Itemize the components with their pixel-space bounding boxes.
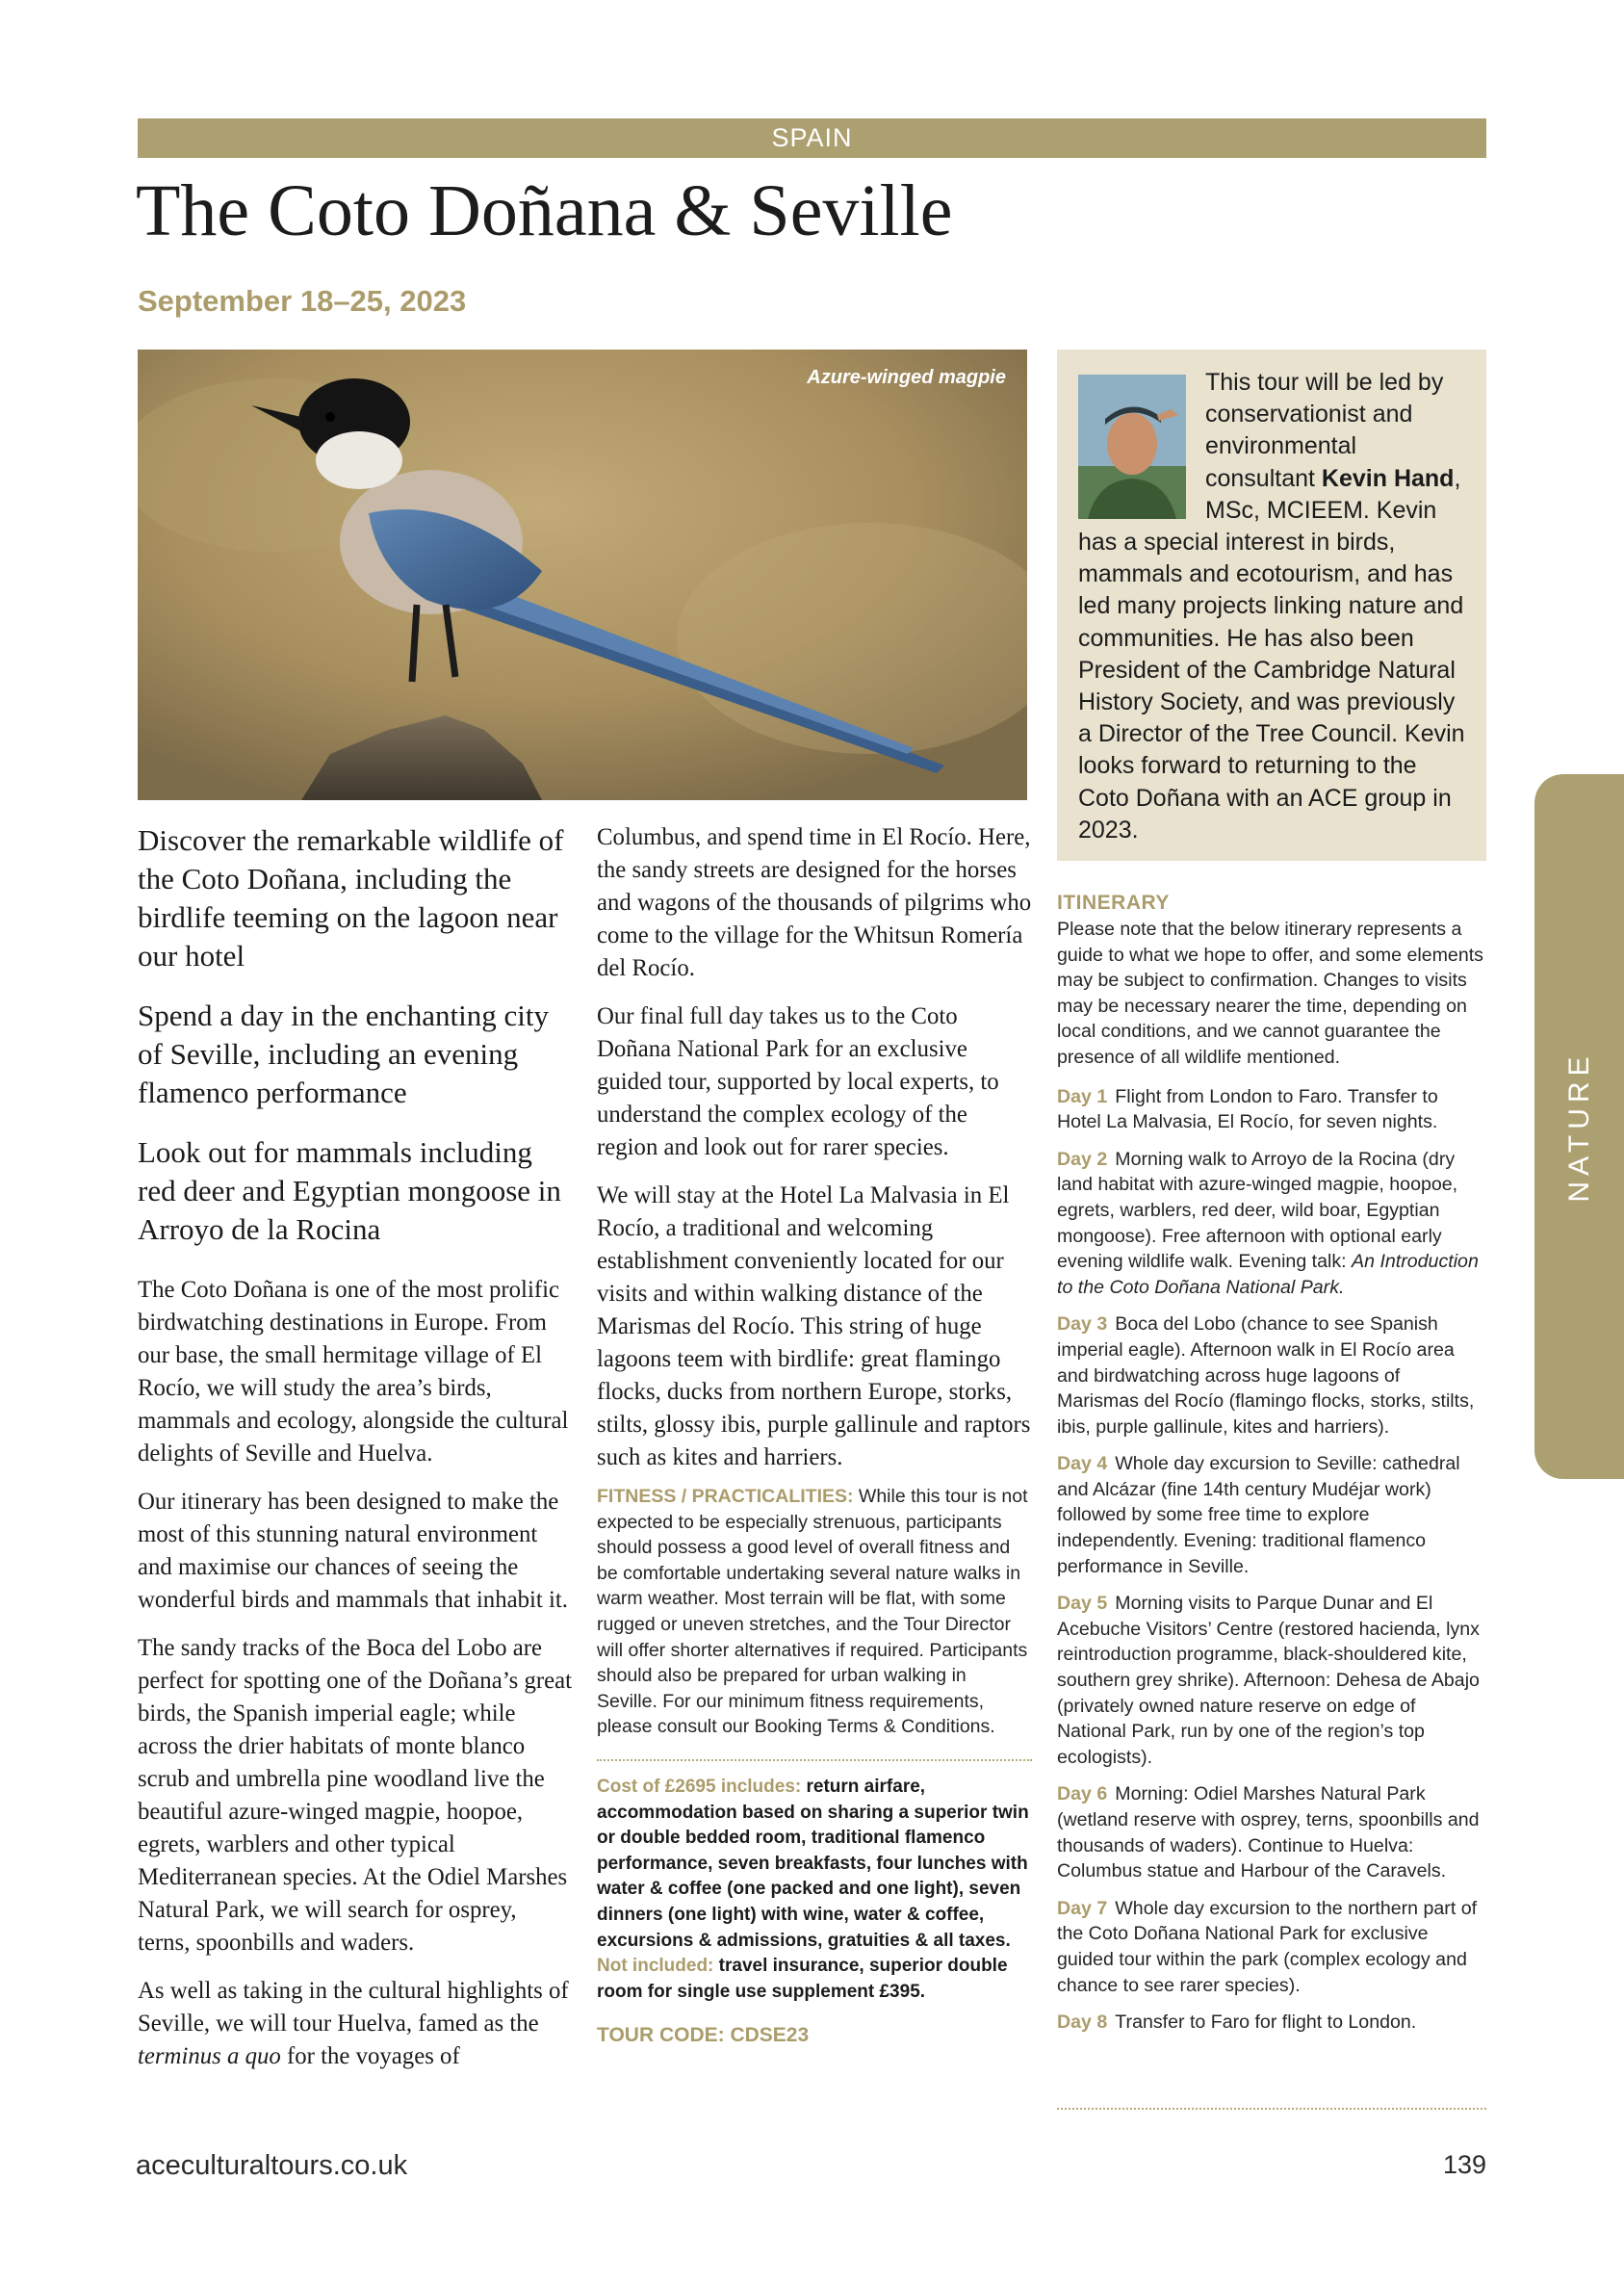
- body-column: [597, 821, 1032, 2047]
- day-text: Morning visits to Parque Dunar and El Acebuche Visitors’ Centre (restored hacienda, lynx reintroduction programme, black-shouldered kite, southern grey shrike). Afternoon: Dehesa de Abajo (privately owned nature reserve on edge of National Park, run by one of the region’s top ecologists).: [1057, 1593, 1480, 1768]
- day-text: Morning: Odiel Marshes Natural Park (wetland reserve with osprey, terns, spoonbills and thousands of waders). Continue to Huelva: Columbus statue and Harbour of the Caravels.: [1057, 1783, 1480, 1882]
- itinerary-day: [1057, 1311, 1486, 1440]
- itinerary-day: [1057, 1896, 1486, 1998]
- itinerary-day: [1057, 1147, 1486, 1301]
- day-label: Day 8: [1057, 2011, 1108, 2034]
- body-paragraph: Our itinerary has been designed to make the most of this stunning natural environment and maximise our chances of seeing the wonderful birds and mammals that inhabit it.: [138, 1489, 568, 1613]
- section-tab-label: NATURE: [1562, 1051, 1595, 1203]
- day-label: Day 4: [1057, 1453, 1108, 1475]
- fitness-info: [597, 1484, 1032, 1740]
- magpie-illustration: [138, 350, 1027, 800]
- day-text: Morning walk to Arroyo de la Rocina (dry land habitat with azure-winged magpie, hoopoe, egrets, warblers, red deer, wild boar, Egyptian mongoose). Free afternoon with optional early evening wildlife walk. Evening talk:: [1057, 1148, 1458, 1273]
- day-label: Day 5: [1057, 1593, 1108, 1615]
- cost-label: Cost of £2695 includes:: [597, 1776, 802, 1797]
- tour-leader-box: [1057, 350, 1486, 861]
- leader-portrait-illustration: [1078, 375, 1186, 519]
- itinerary-day: [1057, 1451, 1486, 1579]
- photo-caption: Azure-winged magpie: [807, 367, 1006, 388]
- itinerary-intro: Please note that the below itinerary represents a guide to what we hope to offer, and some elements may be subject to confirmation. Changes to visits may be necessary nearer the time, depending on local conditions, and we cannot guarantee the presence of all wildlife mentioned.: [1057, 919, 1483, 1068]
- hero-photo: [138, 350, 1027, 800]
- leader-name: Kevin Hand: [1321, 464, 1455, 492]
- body-paragraph: Our final full day takes us to the Coto Doñana National Park for an exclusive guided tour, supported by local experts, to understand the complex ecology of the region and look out for rarer species.: [597, 1003, 999, 1160]
- itinerary-day: [1057, 1084, 1486, 1135]
- tour-dates: September 18–25, 2023: [138, 284, 467, 318]
- day-text: Boca del Lobo (chance to see Spanish imperial eagle). Afternoon walk in El Rocío area and birdwatching across huge lagoons of Marismas del Rocío (flamingo flocks, storks, stilts, ibis, purple gallinule, kites and harriers).: [1057, 1313, 1475, 1438]
- section-tab: [1534, 774, 1624, 1479]
- highlight-1: Discover the remarkable wildlife of the Coto Doñana, including the birdlife teeming on the lagoon near our hotel: [138, 823, 564, 973]
- body-paragraph: The Coto Doñana is one of the most prolific birdwatching destinations in Europe. From our base, the small hermitage village of El Rocío, we will study the area’s birds, mammals and ecology, alongside the cultural delights of Seville and Huelva.: [138, 1277, 569, 1466]
- itinerary-day: [1057, 1591, 1486, 1770]
- body-text: As well as taking in the cultural highlights of Seville, we will tour Huelva, famed as the: [138, 1978, 569, 2037]
- day-label: Day 2: [1057, 1148, 1108, 1170]
- cost-info: [597, 1775, 1032, 2005]
- day-text: Whole day excursion to the northern part of the Coto Doñana National Park for exclusive guided tour within the park (complex ecology and chance to see rarer species).: [1057, 1897, 1478, 1996]
- talk-title: An Introduction to the Coto Doñana National Park.: [1057, 1251, 1479, 1298]
- page-title: The Coto Doñana & Seville: [136, 170, 953, 251]
- day-label: Day 1: [1057, 1085, 1108, 1107]
- fitness-label: FITNESS / PRACTICALITIES:: [597, 1486, 854, 1507]
- region-band: SPAIN: [138, 118, 1486, 158]
- itinerary-heading: ITINERARY: [1057, 892, 1170, 914]
- leader-bio-rest: , MSc, MCIEEM. Kevin has a special interest in birds, mammals and ecotourism, and has led many projects linking nature and communities. He has also been President of the Cambridge Natural History Society, and was previously a Director of the Tree Council. Kevin looks forward to returning to the Coto Doñana with an ACE group in 2023.: [1078, 464, 1465, 844]
- body-text: for the voyages of: [280, 2043, 460, 2069]
- day-text: Whole day excursion to Seville: cathedral and Alcázar (fine 14th century Mudéjar work) followed by some free time to explore independently. Evening: traditional flamenco performance in Seville.: [1057, 1453, 1460, 1577]
- body-emphasis: terminus a quo: [138, 2043, 281, 2069]
- day-label: Day 6: [1057, 1783, 1108, 1805]
- tour-code: TOUR CODE: CDSE23: [597, 2024, 810, 2047]
- divider: [597, 1759, 1032, 1761]
- body-paragraph: We will stay at the Hotel La Malvasia in El Rocío, a traditional and welcoming establishment conveniently located for our visits and within walking distance of the Marismas del Rocío. This string of huge lagoons teem with birdlife: great flamingo flocks, ducks from northern Europe, storks, stilts, glossy ibis, purple gallinule and raptors such as kites and harriers.: [597, 1182, 1031, 1470]
- cost-text: return airfare, accommodation based on sharing a superior twin or double bedded room, traditional flamenco performance, seven breakfasts, four lunches with water & coffee (one packed and one light), seven dinners (one light) with wine, water & coffee, excursions & admissions, gratuities & all taxes.: [597, 1776, 1029, 1951]
- body-paragraph: The sandy tracks of the Boca del Lobo are perfect for spotting one of the Doñana’s great birds, the Spanish imperial eagle; while across the drier habitats of monte blanco scrub and umbrella pine woodland live the beautiful azure-winged magpie, hoopoe, egrets, warblers and other typical Mediterranean species. At the Odiel Marshes Natural Park, we will search for osprey, terns, spoonbills and waders.: [138, 1635, 573, 1956]
- day-label: Day 7: [1057, 1897, 1108, 1919]
- body-paragraph: Columbus, and spend time in El Rocío. Here, the sandy streets are designed for the horses and wagons of the thousands of pilgrims who come to the village for the Whitsun Romería del Rocío.: [597, 824, 1032, 981]
- itinerary-day: [1057, 1781, 1486, 1883]
- itinerary-day: [1057, 2010, 1486, 2036]
- body-paragraph: [138, 1975, 573, 2073]
- intro-column: [138, 821, 573, 2089]
- footer-website: aceculturaltours.co.uk: [136, 2150, 408, 2181]
- itinerary-column: [1057, 892, 1486, 2047]
- fitness-text: While this tour is not expected to be especially strenuous, participants should possess a good level of overall fitness and be comfortable undertaking several nature walks in warm weather. Most terrain will be flat, with some rugged or uneven stretches, and the Tour Director will offer shorter alternatives if required. Participants should also be prepared for urban walking in Seville. For our minimum fitness requirements, please consult our Booking Terms & Conditions.: [597, 1486, 1028, 1738]
- page-number: 139: [1442, 2150, 1486, 2179]
- highlight-3: Look out for mammals including red deer and Egyptian mongoose in Arroyo de la Rocina: [138, 1135, 561, 1246]
- not-included-label: Not included:: [597, 1956, 714, 1977]
- leader-portrait: [1078, 375, 1186, 519]
- not-included-text: travel insurance, superior double room for single use supplement £395.: [597, 1956, 1008, 2002]
- day-label: Day 3: [1057, 1313, 1108, 1336]
- day-text: Transfer to Faro for flight to London.: [1115, 2011, 1417, 2034]
- leader-bio-intro: This tour will be led by conservationist and environmental consultant: [1205, 369, 1444, 492]
- footer-divider: [1057, 2108, 1486, 2110]
- highlight-2: Spend a day in the enchanting city of Seville, including an evening flamenco performance: [138, 999, 549, 1109]
- day-text: Flight from London to Faro. Transfer to Hotel La Malvasia, El Rocío, for seven nights.: [1057, 1085, 1438, 1133]
